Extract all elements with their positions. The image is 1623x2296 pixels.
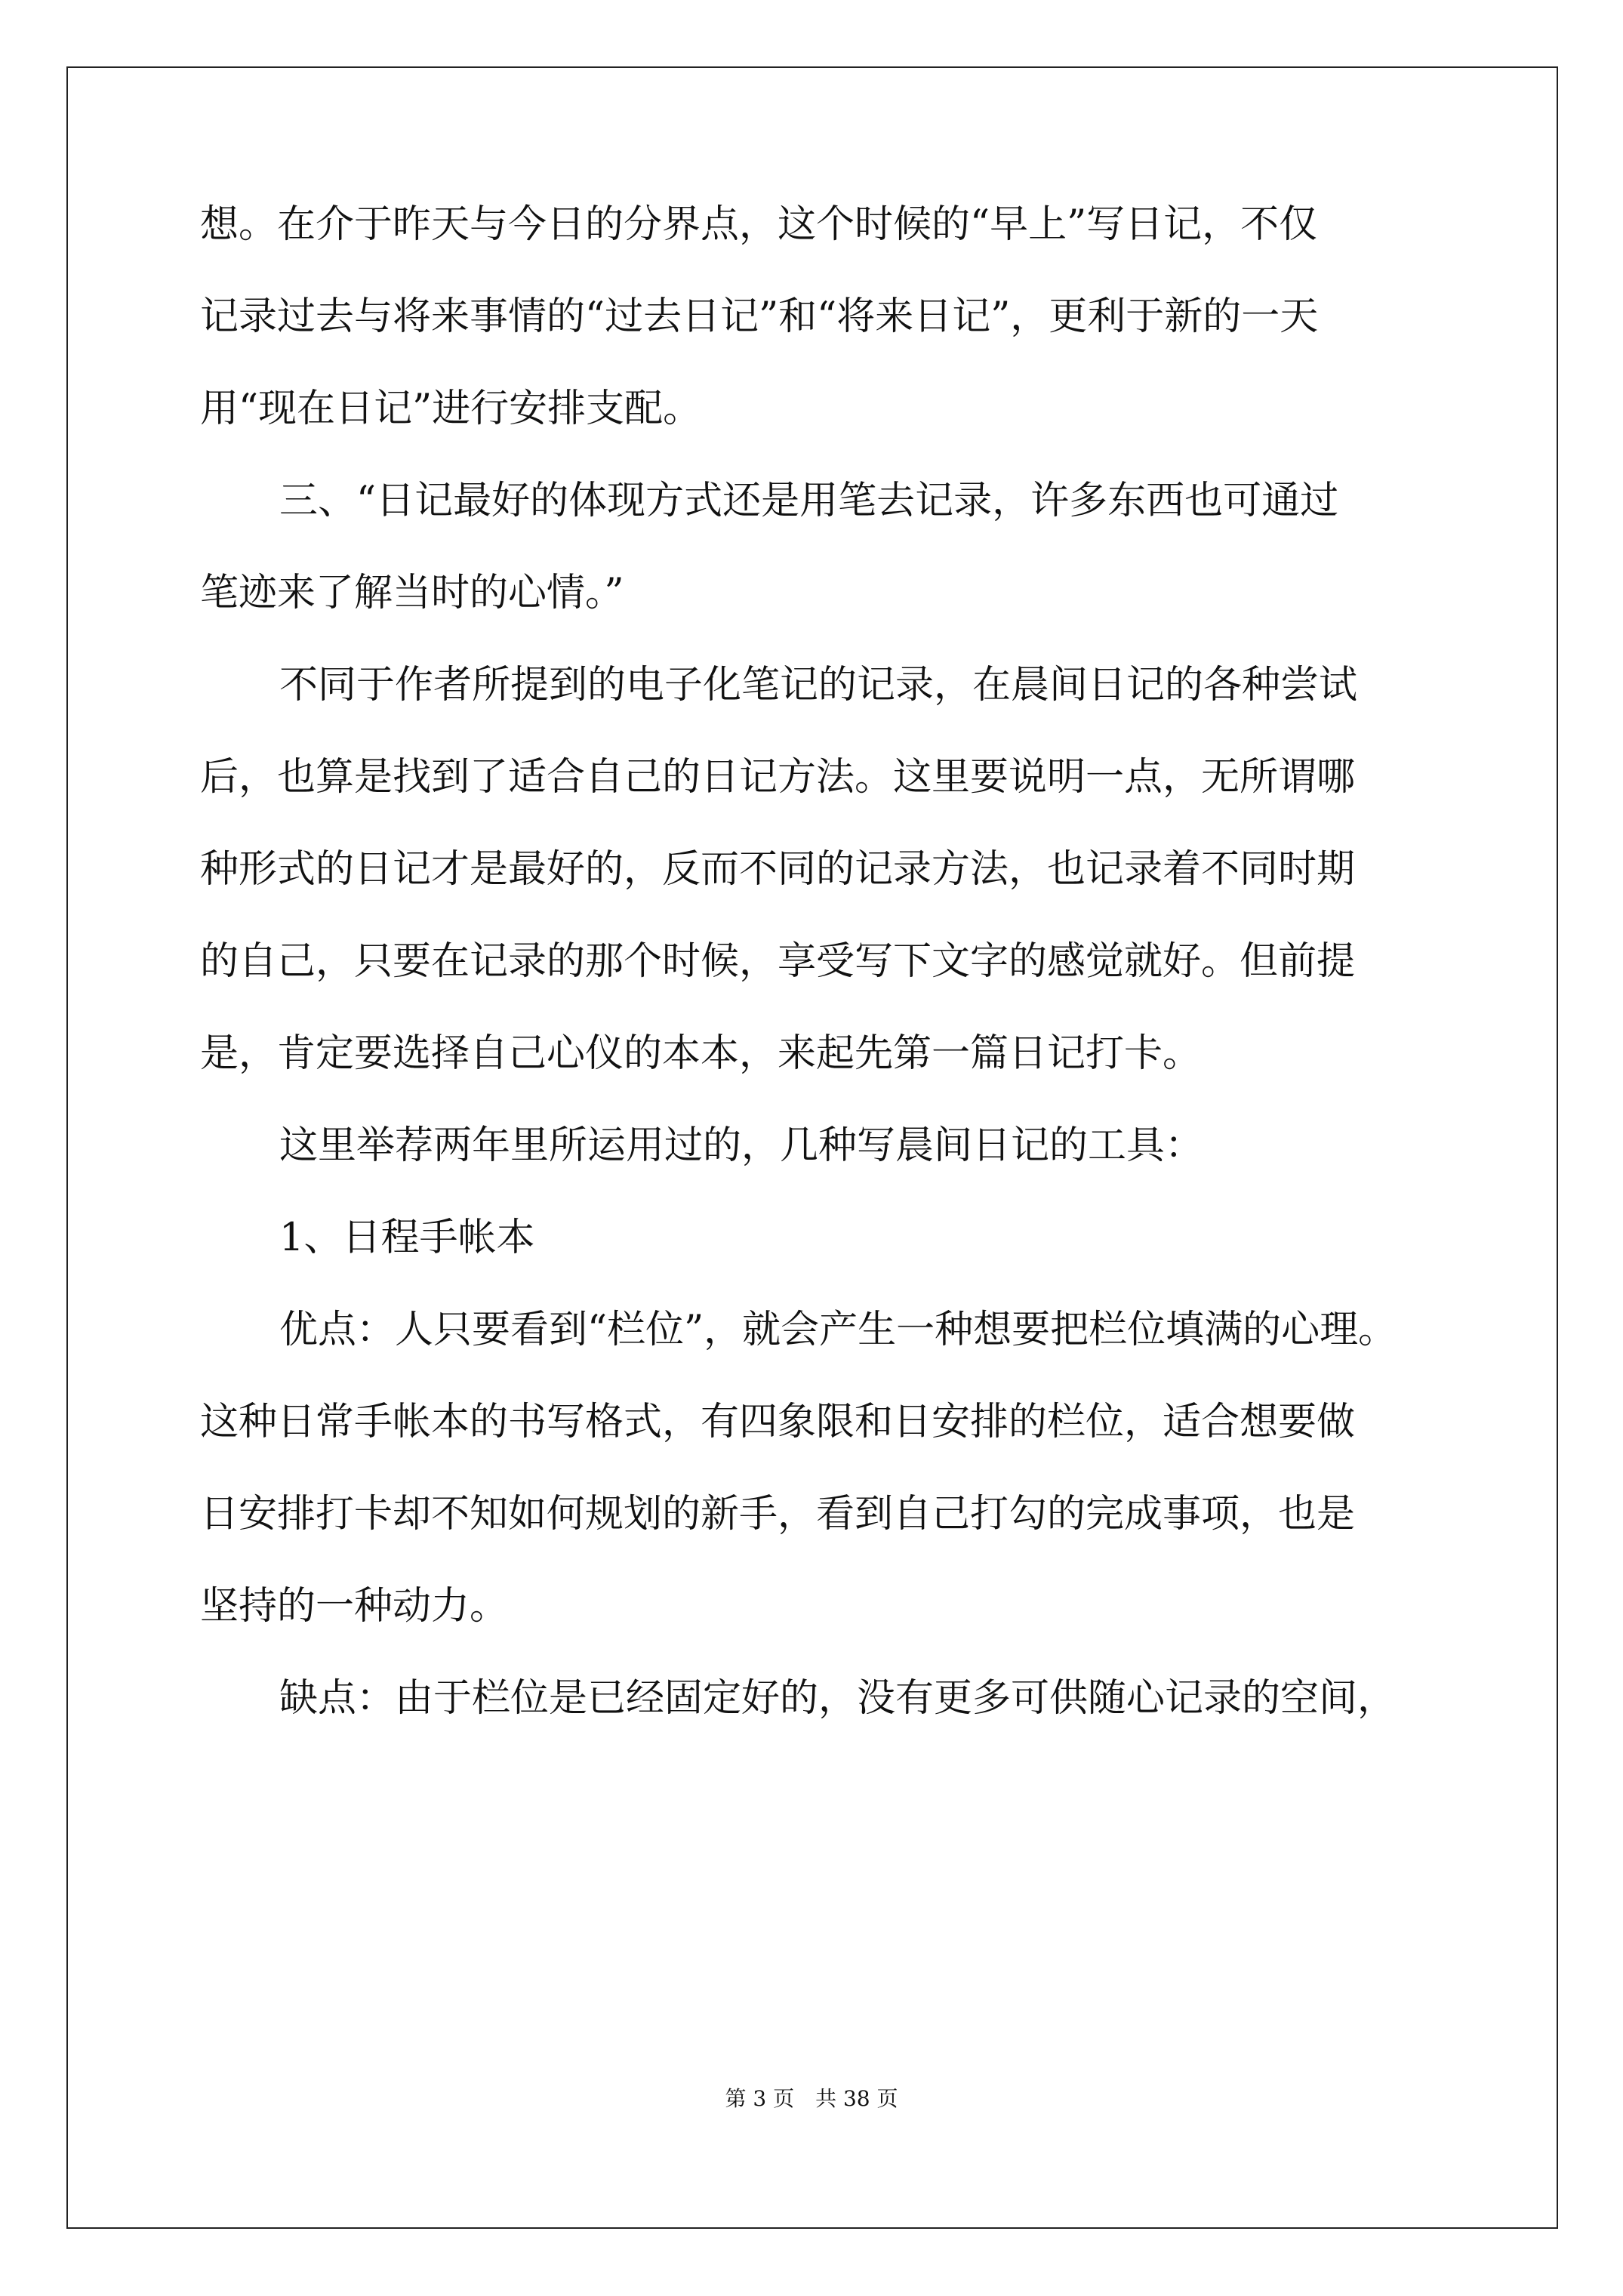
body-line-6: 不同于作者所提到的电子化笔记的记录，在晨间日记的各种尝试 <box>279 663 1358 707</box>
body-line-4: 三、“日记最好的体现方式还是用笔去记录，许多东西也可通过 <box>279 479 1339 523</box>
body-line-11: 这里举荐两年里所运用过的，几种写晨间日记的工具： <box>279 1123 1204 1168</box>
body-line-15: 日安排打卡却不知如何规划的新手，看到自己打勾的完成事项，也是 <box>200 1492 1356 1536</box>
body-line-13: 优点：人只要看到“栏位”，就会产生一种想要把栏位填满的心理。 <box>279 1308 1397 1352</box>
body-line-14: 这种日常手帐本的书写格式，有四象限和日安排的栏位，适合想要做 <box>200 1400 1356 1444</box>
body-line-10: 是，肯定要选择自己心仪的本本，来起先第一篇日记打卡。 <box>200 1031 1202 1076</box>
body-line-17: 缺点：由于栏位是已经固定好的，没有更多可供随心记录的空间， <box>279 1676 1397 1721</box>
page-number-footer: 第 3 页 共 38 页 <box>725 2086 898 2111</box>
body-line-7: 后，也算是找到了适合自己的日记方法。这里要说明一点，无所谓哪 <box>200 755 1356 800</box>
body-line-9: 的自己，只要在记录的那个时候，享受写下文字的感觉就好。但前提 <box>200 939 1356 984</box>
body-line-16: 坚持的一种动力。 <box>200 1584 509 1629</box>
section-heading: 1、日程手帐本 <box>279 1216 535 1260</box>
body-line-2: 记录过去与将来事情的“过去日记”和“将来日记”，更利于新的一天 <box>200 294 1319 339</box>
body-line-5: 笔迹来了解当时的心情。” <box>200 571 624 615</box>
body-line-3: 用“现在日记”进行安排支配。 <box>200 387 702 431</box>
body-line-8: 种形式的日记才是最好的，反而不同的记录方法，也记录着不同时期 <box>200 847 1356 892</box>
body-line-1: 想。在介于昨天与今日的分界点，这个时候的“早上”写日记，不仅 <box>200 202 1318 247</box>
